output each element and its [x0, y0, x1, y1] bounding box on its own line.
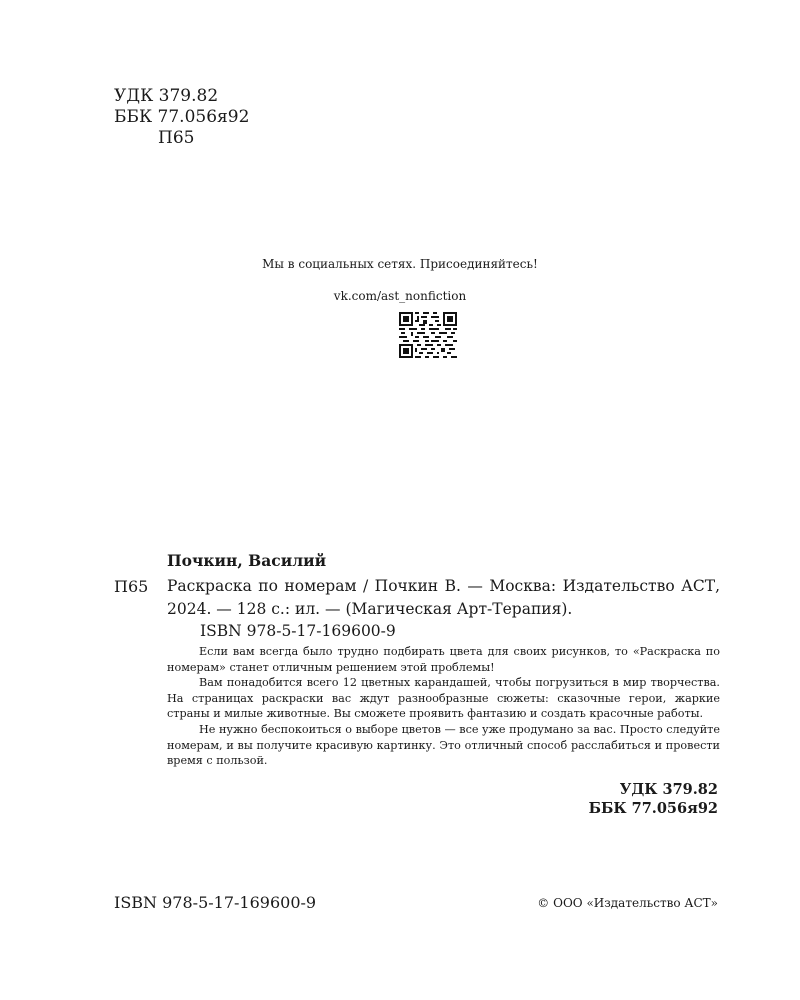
udk-code: УДК 379.82 [114, 86, 219, 106]
bbk-code: ББК 77.056я92 [114, 107, 250, 127]
annotation [167, 644, 720, 769]
classification-codes [114, 86, 249, 149]
footer-isbn: ISBN 978-5-17-169600-9 [114, 893, 317, 912]
record-bbk: ББК 77.056я92 [588, 800, 718, 817]
author-mark: П65 [158, 128, 195, 148]
social-link[interactable]: vk.com/ast_nonfiction [333, 289, 467, 303]
social-title: Мы в социальных сетях. Присоединяйтесь! [262, 257, 538, 271]
record-codes [500, 780, 718, 818]
author-name: Почкин, Василий [167, 551, 327, 570]
annotation-paragraph: Если вам всегда было трудно подбирать цвета для своих рисунков, то «Раскраска по номерам» станет отличным решением этой проблемы! [167, 645, 720, 674]
author-mark-left: П65 [114, 577, 149, 596]
isbn-record: ISBN 978-5-17-169600-9 [200, 622, 396, 640]
annotation-paragraph: Не нужно беспокоиться о выборе цветов — все уже продумано за вас. Просто следуйте номерам, и вы получите красивую картинку. Это отличный способ расслабиться и провести время с пользой. [167, 722, 720, 768]
record-udk: УДК 379.82 [619, 781, 718, 798]
qr-code-icon[interactable] [399, 312, 457, 358]
bibliographic-description: Раскраска по номерам / Почкин В. — Москва: Издательство АСТ, 2024. — 128 с.: ил. — (Магическая Арт-Терапия). [167, 577, 720, 618]
annotation-paragraph: Вам понадобится всего 12 цветных карандашей, чтобы погрузиться в мир творчества. На страницах раскраски вас ждут разнообразные сюжеты: сказочные герои, жаркие страны и милые животные. Вы сможете проявить фантазию и создать красочные работы. [167, 676, 720, 721]
copyright: © ООО «Издательство АСТ» [537, 896, 718, 910]
